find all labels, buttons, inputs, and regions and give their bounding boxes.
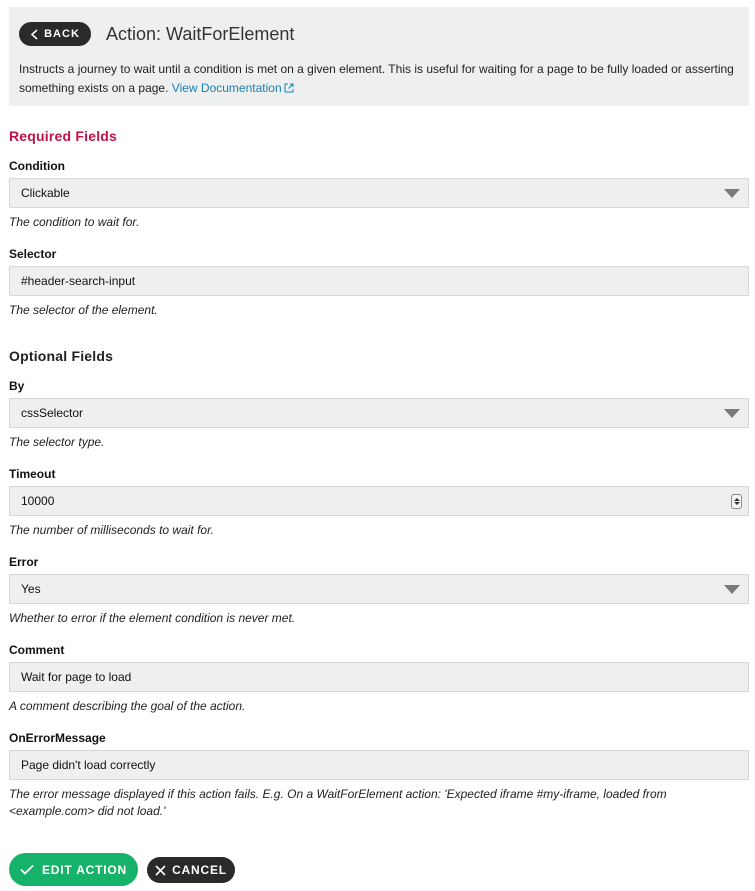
back-button-label: BACK <box>44 28 80 40</box>
error-label: Error <box>9 555 39 569</box>
condition-label: Condition <box>9 159 65 173</box>
selector-help: The selector of the element. <box>9 303 158 317</box>
edit-action-button[interactable] <box>9 853 138 886</box>
required-fields-heading: Required Fields <box>9 128 118 144</box>
cancel-button[interactable] <box>147 857 235 883</box>
doc-link-label: View Documentation <box>171 81 282 95</box>
on-error-message-help: The error message displayed if this action fails. E.g. On a WaitForElement action: 'Expected iframe #my-iframe, loaded from <example.com> did not load.' <box>9 787 667 818</box>
error-select[interactable] <box>9 574 749 604</box>
condition-select[interactable] <box>9 178 749 208</box>
stepper-down-icon <box>734 502 740 505</box>
selector-value: #header-search-input <box>21 274 136 288</box>
view-documentation-link[interactable] <box>172 81 294 95</box>
caret-down-icon <box>724 409 740 418</box>
selector-label: Selector <box>9 247 57 261</box>
by-value: cssSelector <box>21 406 84 420</box>
condition-value: Clickable <box>21 186 70 200</box>
cancel-label: CANCEL <box>172 863 227 877</box>
action-description <box>19 60 739 98</box>
page-title: Action: WaitForElement <box>106 24 295 44</box>
caret-down-icon <box>724 189 740 198</box>
on-error-message-value: Page didn't load correctly <box>21 758 156 772</box>
edit-action-label: EDIT ACTION <box>41 862 128 877</box>
chevron-left-icon <box>30 29 39 40</box>
on-error-message-input[interactable] <box>9 750 749 780</box>
timeout-value: 10000 <box>21 494 55 508</box>
optional-fields-heading: Optional Fields <box>9 348 114 364</box>
condition-help: The condition to wait for. <box>9 215 140 229</box>
back-button[interactable] <box>19 22 91 46</box>
comment-label: Comment <box>9 643 65 657</box>
check-icon <box>20 864 34 875</box>
by-select[interactable] <box>9 398 749 428</box>
error-value: Yes <box>21 582 41 596</box>
error-help: Whether to error if the element condition is never met. <box>9 611 296 625</box>
stepper-up-icon <box>734 498 740 501</box>
number-stepper[interactable] <box>731 494 742 509</box>
by-label: By <box>9 379 25 393</box>
comment-value: Wait for page to load <box>21 670 132 684</box>
action-header <box>9 7 749 106</box>
selector-input[interactable] <box>9 266 749 296</box>
timeout-input[interactable] <box>9 486 749 516</box>
external-link-icon <box>284 83 294 93</box>
comment-help: A comment describing the goal of the action. <box>9 699 246 713</box>
on-error-message-label: OnErrorMessage <box>9 731 106 745</box>
comment-input[interactable] <box>9 662 749 692</box>
close-icon <box>155 865 166 876</box>
timeout-help: The number of milliseconds to wait for. <box>9 523 214 537</box>
description-text: Instructs a journey to wait until a condition is met on a given element. This is useful for waiting for a page to be fully loaded or asserting something exists on a page. <box>19 62 734 95</box>
caret-down-icon <box>724 585 740 594</box>
timeout-label: Timeout <box>9 467 56 481</box>
by-help: The selector type. <box>9 435 105 449</box>
